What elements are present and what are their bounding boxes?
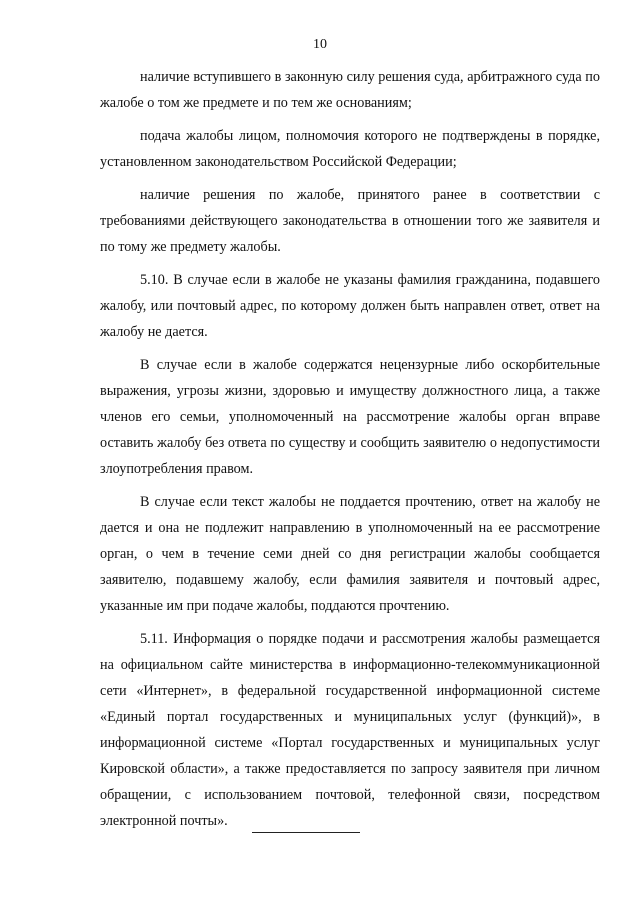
paragraph-unconfirmed-authority: подача жалобы лицом, полномочия которого не подтверждены в порядке, установленном законодательством Российской Федерации; (100, 128, 600, 170)
paragraph-previous-decision: наличие решения по жалобе, принятого ранее в соответствии с требованиями действующего законодательства в отношении того же заявителя и по тому же предмету жалобы. (100, 187, 600, 255)
paragraph-court-decision: наличие вступившего в законную силу решения суда, арбитражного суда по жалобе о том же предмете и по тем же основаниям; (100, 69, 600, 111)
document-body (100, 64, 600, 834)
paragraph-unreadable-text: В случае если текст жалобы не поддается прочтению, ответ на жалобу не дается и она не подлежит направлению в уполномоченный на ее рассмотрение орган, о чем в течение семи дней со дня регистрации жалобы сообщается заявителю, подавшему жалобу, если фамилия заявителя и почтовый адрес, указанные им при подаче жалобы, поддаются прочтению. (100, 494, 600, 614)
paragraph-5-10: 5.10. В случае если в жалобе не указаны фамилия гражданина, подавшего жалобу, или почтовый адрес, по которому должен быть направлен ответ, ответ на жалобу не дается. (100, 272, 600, 340)
paragraph-5-11: 5.11. Информация о порядке подачи и рассмотрения жалобы размещается на официальном сайте министерства в информационно-телекоммуникационной сети «Интернет», в федеральной государственной информационной системе «Единый портал государственных и муниципальных услуг (функций)», в информационной системе «Портал государственных и муниципальных услуг Кировской области», а также предоставляется по запросу заявителя при личном обращении, с использованием почтовой, телефонной связи, посредством электронной почты». (100, 631, 600, 829)
paragraph-offensive-language: В случае если в жалобе содержатся нецензурные либо оскорбительные выражения, угрозы жизни, здоровью и имуществу должностного лица, а также членов его семьи, уполномоченный на рассмотрение жалобы орган вправе оставить жалобу без ответа по существу и сообщить заявителю о недопустимости злоупотребления правом. (100, 357, 600, 477)
page-number: 10 (313, 37, 327, 52)
footer-divider (252, 832, 360, 833)
